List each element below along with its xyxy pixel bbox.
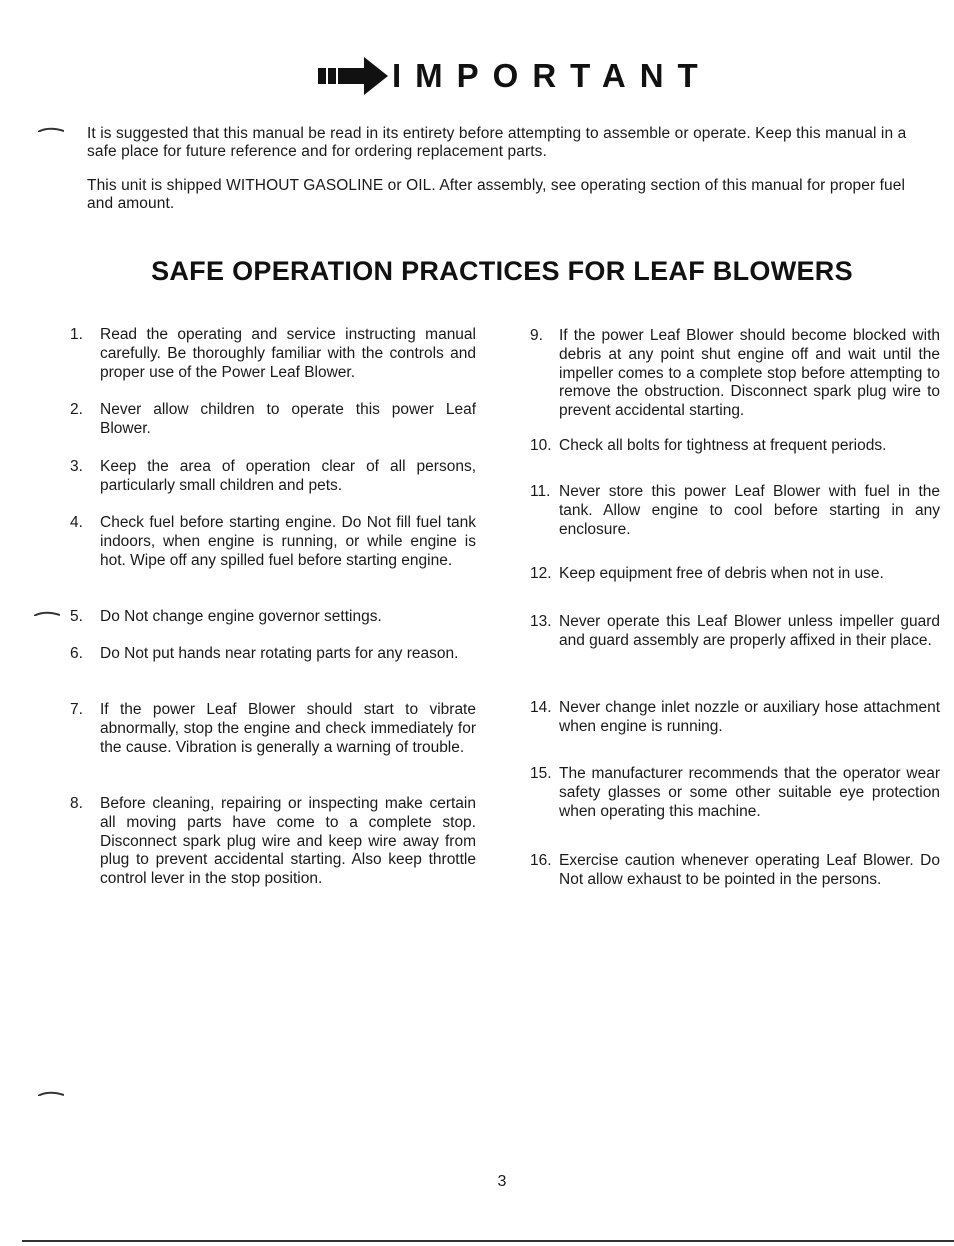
practice-text: Before cleaning, repairing or inspecting make certain all moving parts have come to a complete stop. Disconnect spark plug wire and keep wire away from plug to prevent accidental starting. Also keep throttle control lever in the stop position. — [100, 795, 476, 888]
practice-text: If the power Leaf Blower should become blocked with debris at any point shut engine off and wait until the impeller comes to a complete stop before attempting to remove the obstruction. Disconnect spark plug wire to prevent accidental starting. — [559, 327, 940, 420]
practice-item — [70, 608, 476, 627]
important-title: IMPORTANT — [392, 57, 712, 94]
practice-number: 15. — [530, 765, 552, 782]
practice-text: Keep equipment free of debris when not in use. — [559, 565, 884, 582]
practice-number: 14. — [530, 699, 552, 716]
practice-item — [70, 701, 476, 757]
practice-item — [530, 437, 940, 456]
practice-number: 1. — [70, 326, 83, 343]
practice-number: 13. — [530, 613, 552, 630]
practice-text: The manufacturer recommends that the operator wear safety glasses or some other suitable eye protection when operating this machine. — [559, 765, 940, 820]
practice-item — [70, 326, 476, 382]
practice-item — [530, 699, 940, 737]
practice-text: Keep the area of operation clear of all persons, particularly small children and pets. — [100, 458, 476, 494]
section-title: SAFE OPERATION PRACTICES FOR LEAF BLOWERS — [151, 256, 853, 286]
practice-text: Check all bolts for tightness at frequent periods. — [559, 437, 887, 454]
practice-number: 8. — [70, 795, 83, 812]
practice-item — [530, 327, 940, 421]
hole-mark-top — [38, 126, 64, 132]
practice-text: Read the operating and service instructing manual carefully. Be thoroughly familiar with the controls and proper use of the Power Leaf Blower. — [100, 326, 476, 381]
bottom-rule — [22, 1240, 954, 1242]
practice-item — [530, 565, 940, 584]
practice-number: 4. — [70, 514, 83, 531]
practice-item — [530, 765, 940, 821]
practice-text: Exercise caution whenever operating Leaf Blower. Do Not allow exhaust to be pointed in the persons. — [559, 852, 940, 888]
practice-text: Never store this power Leaf Blower with fuel in the tank. Allow engine to cool before starting in any enclosure. — [559, 483, 940, 538]
intro-paragraph-manual: It is suggested that this manual be read in its entirety before attempting to assemble or operate. Keep this manual in a safe place for future reference and for ordering replacement parts. — [87, 125, 907, 160]
practice-number: 7. — [70, 701, 83, 718]
practice-number: 6. — [70, 645, 83, 662]
practice-number: 16. — [530, 852, 552, 869]
right-arrow-icon — [318, 57, 388, 95]
practice-text: Never change inlet nozzle or auxiliary hose attachment when engine is running. — [559, 699, 940, 735]
page-number: 3 — [497, 1173, 507, 1190]
practice-text: Do Not put hands near rotating parts for any reason. — [100, 645, 459, 662]
practice-number: 3. — [70, 458, 83, 475]
hole-mark-bottom — [38, 1090, 64, 1096]
practice-item — [70, 514, 476, 570]
practice-text: If the power Leaf Blower should start to vibrate abnormally, stop the engine and check immediately for the cause. Vibration is generally a warning of trouble. — [100, 701, 476, 756]
practice-item — [530, 852, 940, 890]
practice-text: Never allow children to operate this power Leaf Blower. — [100, 401, 476, 437]
practice-text: Check fuel before starting engine. Do Not fill fuel tank indoors, when engine is running, or while engine is hot. Wipe off any spilled fuel before starting engine. — [100, 514, 476, 569]
practice-item — [70, 401, 476, 439]
practice-text: Do Not change engine governor settings. — [100, 608, 382, 625]
practice-number: 12. — [530, 565, 552, 582]
practice-item — [530, 613, 940, 651]
practice-number: 11. — [530, 483, 551, 500]
practice-number: 2. — [70, 401, 83, 418]
practice-number: 9. — [530, 327, 543, 344]
hole-mark-middle — [34, 610, 60, 616]
practice-item — [70, 458, 476, 496]
practice-item — [70, 645, 476, 664]
practice-item — [70, 795, 476, 889]
practice-item — [530, 483, 940, 539]
important-header — [318, 56, 712, 96]
practice-text: Never operate this Leaf Blower unless impeller guard and guard assembly are properly affixed in their place. — [559, 613, 940, 649]
practice-number: 5. — [70, 608, 83, 625]
practice-number: 10. — [530, 437, 552, 454]
intro-paragraph-fuel: This unit is shipped WITHOUT GASOLINE or OIL. After assembly, see operating section of this manual for proper fuel and amount. — [87, 177, 906, 212]
